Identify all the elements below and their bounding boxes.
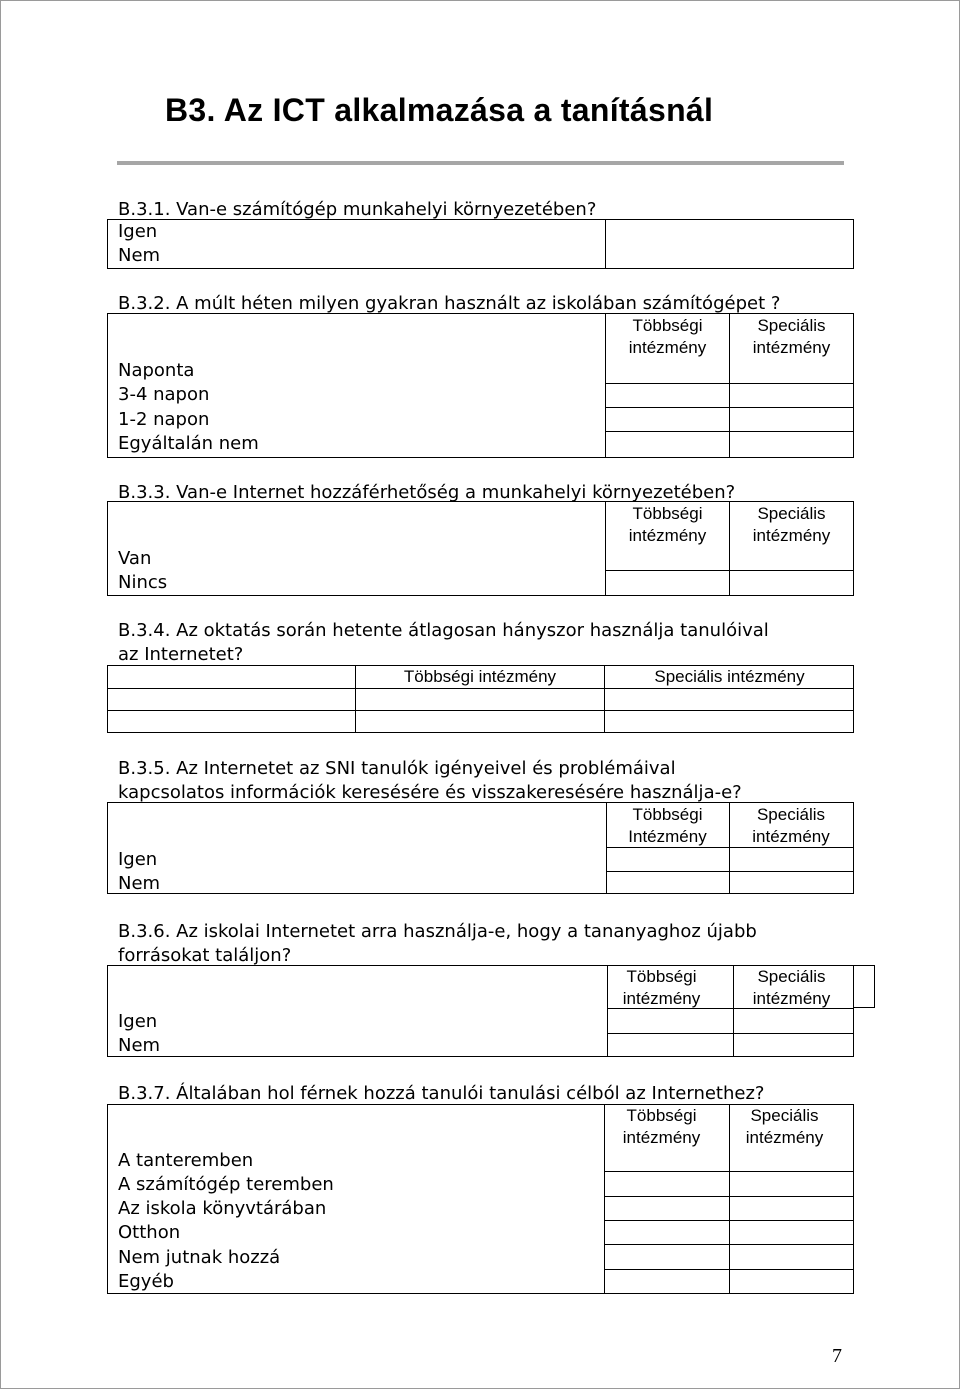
option-egyaltalan-nem: Egyáltalán nem xyxy=(118,433,259,454)
page-title: B3. Az ICT alkalmazása a tanításnál xyxy=(165,92,714,128)
option-iskola-konyvtaraban: Az iskola könyvtárában xyxy=(118,1198,327,1219)
table-line xyxy=(604,1171,854,1172)
page-number: 7 xyxy=(832,1345,842,1367)
table-line xyxy=(606,871,854,872)
question-b32: B.3.2. A múlt héten milyen gyakran használt az iskolában számítógépet ? xyxy=(118,293,781,314)
question-b36-line1: B.3.6. Az iskolai Internetet arra használja-e, hogy a tananyaghoz újabb xyxy=(118,921,757,942)
col-header-specialis: Speciális intézmény xyxy=(752,967,831,1008)
col-header-tobbsegi: Többségi intézmény xyxy=(622,1106,701,1147)
option-1-2-napon: 1-2 napon xyxy=(118,409,210,430)
option-otthon: Otthon xyxy=(118,1222,181,1243)
table-line xyxy=(605,570,854,571)
col-header-tobbsegi: Többségi intézmény xyxy=(403,667,557,686)
table-line xyxy=(107,688,854,689)
col-header-tobbsegi: Többségi Intézmény xyxy=(628,805,707,846)
option-igen: Igen xyxy=(118,849,158,870)
question-b37: B.3.7. Általában hol férnek hozzá tanulói tanulási célból az Internethez? xyxy=(118,1083,765,1104)
col-header-specialis: Speciális intézmény xyxy=(752,316,831,357)
col-header-specialis: Speciális intézmény xyxy=(752,504,831,545)
question-b34-line1: B.3.4. Az oktatás során hetente átlagosan hányszor használja tanulóival xyxy=(118,620,769,641)
question-b33: B.3.3. Van-e Internet hozzáférhetőség a munkahelyi környezetében? xyxy=(118,482,736,503)
option-nincs: Nincs xyxy=(118,572,168,593)
col-header-specialis: Speciális intézmény xyxy=(745,1106,824,1147)
option-szamitogep-teremben: A számítógép teremben xyxy=(118,1174,334,1195)
table-line xyxy=(605,383,854,384)
answer-cell-b31[interactable] xyxy=(607,221,853,267)
option-3-4-napon: 3-4 napon xyxy=(118,384,210,405)
col-header-tobbsegi: Többségi intézmény xyxy=(628,316,707,357)
option-igen: Igen xyxy=(118,221,158,242)
table-line xyxy=(604,1196,854,1197)
option-van: Van xyxy=(118,548,152,569)
col-header-specialis: Speciális intézmény xyxy=(654,667,805,686)
option-igen: Igen xyxy=(118,1011,158,1032)
col-header-tobbsegi: Többségi intézmény xyxy=(622,967,701,1008)
col-header-specialis: Speciális intézmény xyxy=(752,805,830,846)
table-line xyxy=(607,1033,854,1034)
table-line xyxy=(605,407,854,408)
option-naponta: Naponta xyxy=(118,360,195,381)
question-b31: B.3.1. Van-e számítógép munkahelyi környezetében? xyxy=(118,199,597,220)
table-line xyxy=(605,219,606,269)
option-tanteremben: A tanteremben xyxy=(118,1150,254,1171)
col-header-tobbsegi: Többségi intézmény xyxy=(628,504,707,545)
table-line xyxy=(107,710,854,711)
question-b35-line2: kapcsolatos információk keresésére és visszakeresésére használja-e? xyxy=(118,782,742,803)
question-b35-line1: B.3.5. Az Internetet az SNI tanulók igényeivel és problémáival xyxy=(118,758,676,779)
option-nem: Nem xyxy=(118,1035,161,1056)
table-line xyxy=(605,431,854,432)
table-overflow-cell xyxy=(853,965,875,1008)
option-nem: Nem xyxy=(118,245,161,266)
question-b36-line2: forrásokat találjon? xyxy=(118,945,292,966)
option-nem-jutnak-hozza: Nem jutnak hozzá xyxy=(118,1247,281,1268)
question-b34-line2: az Internetet? xyxy=(118,644,244,665)
table-line xyxy=(604,1244,854,1245)
option-nem: Nem xyxy=(118,873,161,894)
table-line xyxy=(604,1269,854,1270)
title-rule xyxy=(117,161,844,165)
table-line xyxy=(604,1220,854,1221)
option-egyeb: Egyéb xyxy=(118,1271,174,1292)
